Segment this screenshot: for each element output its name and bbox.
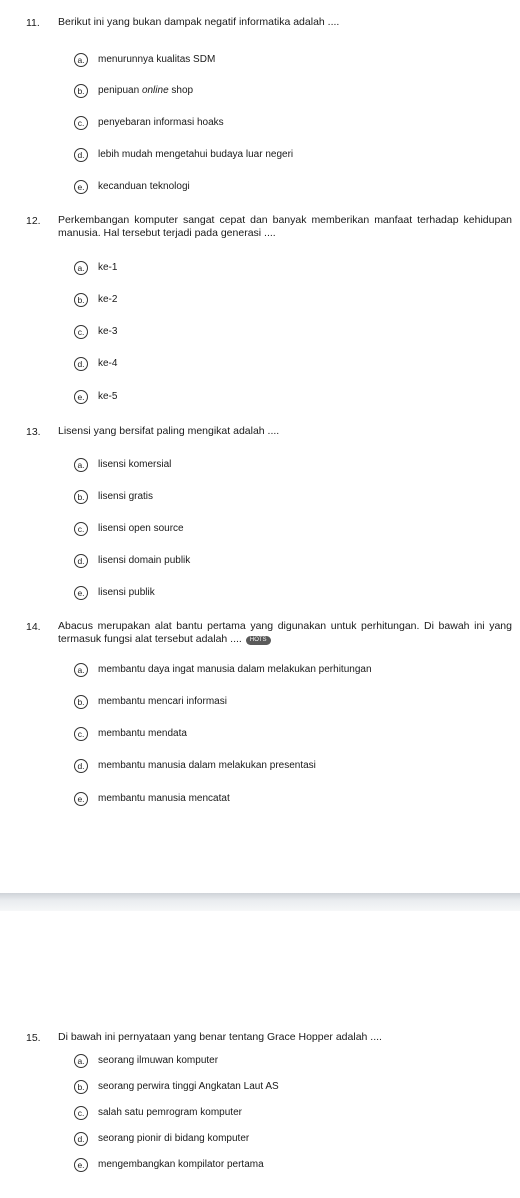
option-text: ke-4: [98, 358, 118, 369]
question-13: [0, 425, 520, 598]
option-letter: b.: [74, 1080, 88, 1094]
option-text: membantu manusia mencatat: [98, 793, 230, 804]
option-text: lisensi open source: [98, 523, 184, 534]
option-letter: a.: [74, 663, 88, 677]
option-letter: c.: [74, 1106, 88, 1120]
question-12: [0, 214, 520, 402]
option-text: kecanduan teknologi: [98, 181, 190, 192]
option-letter: e.: [74, 1158, 88, 1172]
option-text: menurunnya kualitas SDM: [98, 54, 216, 65]
option-letter: a.: [74, 1054, 88, 1068]
option-letter: d.: [74, 148, 88, 162]
question-number: 14.: [26, 621, 41, 633]
option-text: lisensi gratis: [98, 491, 154, 502]
option-letter: d.: [74, 357, 88, 371]
option-text: penyebaran informasi hoaks: [98, 117, 224, 128]
option-text: seorang pionir di bidang komputer: [98, 1133, 250, 1144]
option-letter: a.: [74, 53, 88, 67]
question-14: [0, 620, 520, 804]
question-number: 15.: [26, 1032, 41, 1044]
option-letter: d.: [74, 759, 88, 773]
option-letter: d.: [74, 554, 88, 568]
question-text: [58, 620, 512, 646]
question-15: [0, 1031, 520, 1170]
option-letter: a.: [74, 458, 88, 472]
option-letter: b.: [74, 293, 88, 307]
option-text: ke-2: [98, 294, 118, 305]
option-text: penipuan online shop: [98, 85, 194, 96]
question-text: Di bawah ini pernyataan yang benar tentang Grace Hopper adalah ....: [58, 1031, 382, 1043]
option-letter: c.: [74, 325, 88, 339]
option-letter: d.: [74, 1132, 88, 1146]
option-letter: a.: [74, 261, 88, 275]
option-text: membantu mendata: [98, 728, 187, 739]
option-text: lisensi komersial: [98, 459, 172, 470]
hots-badge: HOTS: [246, 636, 271, 645]
question-text: Berikut ini yang bukan dampak negatif informatika adalah ....: [58, 16, 340, 28]
option-letter: e.: [74, 792, 88, 806]
option-text: mengembangkan kompilator pertama: [98, 1159, 264, 1170]
option-text: seorang ilmuwan komputer: [98, 1055, 219, 1066]
question-text-body: Abacus merupakan alat bantu pertama yang digunakan untuk perhitungan. Di bawah ini yang termasuk fungsi alat tersebut adalah ....: [58, 620, 512, 645]
option-text: ke-3: [98, 326, 118, 337]
option-letter: c.: [74, 522, 88, 536]
option-text: lisensi publik: [98, 587, 155, 598]
option-letter: c.: [74, 727, 88, 741]
option-text: ke-5: [98, 391, 118, 402]
option-letter: c.: [74, 116, 88, 130]
option-letter: b.: [74, 490, 88, 504]
option-text: membantu manusia dalam melakukan presentasi: [98, 760, 316, 771]
option-letter: b.: [74, 695, 88, 709]
option-text: ke-1: [98, 262, 118, 273]
page-divider: [0, 893, 520, 911]
option-text: salah satu pemrogram komputer: [98, 1107, 242, 1118]
option-letter: b.: [74, 84, 88, 98]
option-letter: e.: [74, 586, 88, 600]
question-11: [0, 16, 520, 192]
option-text: membantu mencari informasi: [98, 696, 227, 707]
option-text: membantu daya ingat manusia dalam melakukan perhitungan: [98, 664, 372, 675]
option-text: lebih mudah mengetahui budaya luar negeri: [98, 149, 294, 160]
option-text: lisensi domain publik: [98, 555, 191, 566]
option-text: seorang perwira tinggi Angkatan Laut AS: [98, 1081, 279, 1092]
question-text: Perkembangan komputer sangat cepat dan banyak memberikan manfaat terhadap kehidupan manusia. Hal tersebut terjadi pada generasi ....: [58, 214, 512, 239]
question-number: 11.: [26, 17, 40, 29]
question-number: 12.: [26, 215, 41, 227]
option-letter: e.: [74, 390, 88, 404]
question-text: Lisensi yang bersifat paling mengikat adalah ....: [58, 425, 280, 437]
question-number: 13.: [26, 426, 41, 438]
option-letter: e.: [74, 180, 88, 194]
